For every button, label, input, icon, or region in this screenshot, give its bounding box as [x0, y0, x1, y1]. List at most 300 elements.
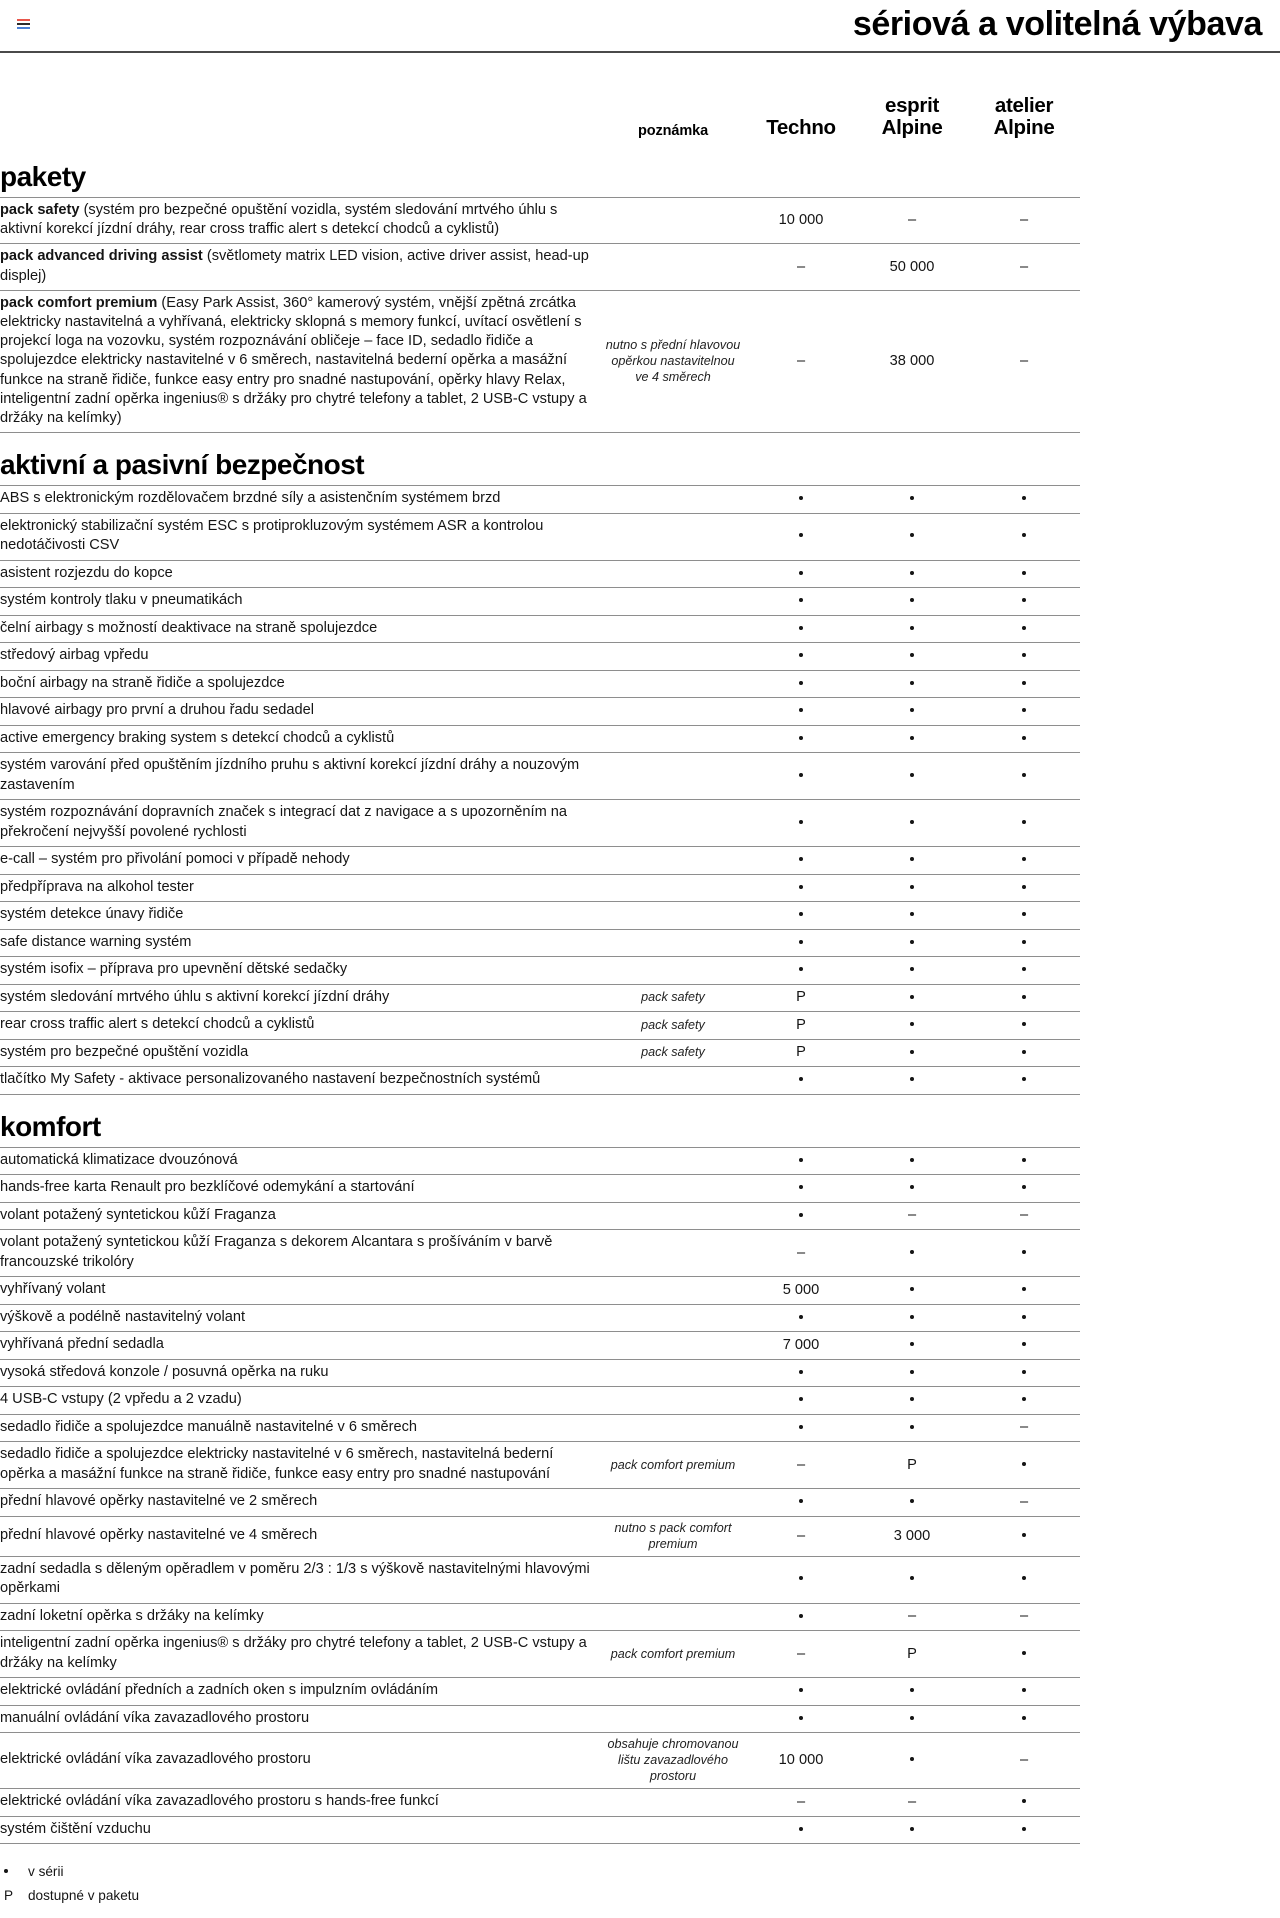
value-esprit-alpine: [856, 847, 968, 875]
section-heading-row: [0, 1094, 1080, 1147]
value-techno: [746, 1705, 856, 1733]
standard-dot-icon: [910, 1022, 914, 1026]
feature-note: nutno s přední hlavovou opěrkou nastavitelnou ve 4 směrech: [600, 290, 746, 432]
feature-note: [600, 753, 746, 800]
standard-dot-icon: [1022, 1050, 1026, 1054]
value-atelier-alpine: [968, 1277, 1080, 1305]
table-row: [0, 244, 1080, 290]
standard-dot-icon: [799, 496, 803, 500]
value-esprit-alpine: [856, 1304, 968, 1332]
value-esprit-alpine: [856, 615, 968, 643]
value-techno: [746, 1147, 856, 1175]
standard-dot-icon: [910, 1716, 914, 1720]
table-row: [0, 1816, 1080, 1844]
standard-dot-icon: [910, 1827, 914, 1831]
standard-dot-icon: [799, 967, 803, 971]
value-esprit-alpine: 38 000: [856, 290, 968, 432]
standard-dot-icon: [910, 1250, 914, 1254]
value-atelier-alpine: [968, 1387, 1080, 1415]
standard-dot-icon: [910, 708, 914, 712]
standard-dot-icon: [799, 820, 803, 824]
value-techno: –: [746, 1516, 856, 1556]
standard-dot-icon: [910, 1499, 914, 1503]
standard-dot-icon: [799, 1185, 803, 1189]
feature-description: systém pro bezpečné opuštění vozidla: [0, 1039, 600, 1067]
table-row: [0, 984, 1080, 1012]
table-row: [0, 753, 1080, 800]
table-row: [0, 643, 1080, 671]
standard-dot-icon: [910, 1185, 914, 1189]
feature-description: e-call – systém pro přivolání pomoci v případě nehody: [0, 847, 600, 875]
standard-dot-icon: [910, 1757, 914, 1761]
value-atelier-alpine: [968, 1789, 1080, 1817]
value-esprit-alpine: [856, 1175, 968, 1203]
standard-dot-icon: [799, 1688, 803, 1692]
feature-note: [600, 198, 746, 244]
table-row: [0, 615, 1080, 643]
value-atelier-alpine: [968, 1705, 1080, 1733]
feature-note: [600, 929, 746, 957]
section-title: pakety: [0, 161, 86, 192]
value-esprit-alpine: [856, 1733, 968, 1789]
value-techno: [746, 1067, 856, 1095]
feature-description: asistent rozjezdu do kopce: [0, 560, 600, 588]
feature-description: pack comfort premium (Easy Park Assist, 360° kamerový systém, vnější zpětná zrcátka elektricky nastavitelná a vyhřívaná, elektricky sklopná s memory funkcí, uvítací osvětlení s projekcí loga na vozovku, systém rozpoznávání obličeje – face ID, sedadlo řidiče a spolujezdce elektricky nastavitelné v 6 směrech, nastavitelná bederní opěrka a masážní funkce na straně řidiče, funkce easy entry pro snadné nastupování, opěrky hlavy Relax, inteligentní zadní opěrka ingenius® s držáky pro chytré telefony a tablet, 2 USB-C vstupy a držáky na kelímky): [0, 290, 600, 432]
value-esprit-alpine: [856, 1705, 968, 1733]
feature-note: pack comfort premium: [600, 1442, 746, 1489]
standard-dot-icon: [799, 1614, 803, 1618]
feature-description: vysoká středová konzole / posuvná opěrka na ruku: [0, 1359, 600, 1387]
value-esprit-alpine: [856, 874, 968, 902]
feature-description: active emergency braking system s detekcí chodců a cyklistů: [0, 725, 600, 753]
esprit-line-2: Alpine: [881, 116, 943, 139]
value-esprit-alpine: 50 000: [856, 244, 968, 290]
feature-note: [600, 244, 746, 290]
value-techno: [746, 1202, 856, 1230]
value-techno: –: [746, 1230, 856, 1277]
feature-description: 4 USB-C vstupy (2 vpředu a 2 vzadu): [0, 1387, 600, 1415]
standard-dot-icon: [799, 773, 803, 777]
standard-dot-icon: [910, 912, 914, 916]
value-esprit-alpine: [856, 1678, 968, 1706]
standard-dot-icon: [1022, 626, 1026, 630]
feature-description: pack advanced driving assist (světlomety matrix LED vision, active driver assist, head-up displej): [0, 244, 600, 290]
value-esprit-alpine: [856, 1387, 968, 1415]
value-atelier-alpine: [968, 643, 1080, 671]
table-row: [0, 800, 1080, 847]
value-techno: [746, 874, 856, 902]
table-row: [0, 1414, 1080, 1442]
value-atelier-alpine: [968, 1332, 1080, 1360]
standard-dot-icon: [799, 1397, 803, 1401]
standard-dot-icon: [1022, 1827, 1026, 1831]
value-techno: [746, 698, 856, 726]
column-header-note: poznámka: [637, 123, 709, 139]
value-techno: –: [746, 290, 856, 432]
value-techno: [746, 670, 856, 698]
value-techno: [746, 957, 856, 985]
value-esprit-alpine: –: [856, 198, 968, 244]
value-esprit-alpine: [856, 1414, 968, 1442]
value-techno: [746, 1175, 856, 1203]
legend-key: [0, 1860, 28, 1884]
feature-description: zadní sedadla s děleným opěradlem v poměru 2/3 : 1/3 s výškově nastavitelnými hlavovými opěrkami: [0, 1556, 600, 1603]
page-title: sériová a volitelná výbava: [852, 5, 1262, 43]
value-techno: [746, 643, 856, 671]
feature-note: [600, 698, 746, 726]
table-row: [0, 198, 1080, 244]
value-esprit-alpine: [856, 670, 968, 698]
table-row: [0, 1230, 1080, 1277]
standard-dot-icon: [799, 1425, 803, 1429]
legend: [0, 1860, 1080, 1908]
feature-description: výškově a podélně nastavitelný volant: [0, 1304, 600, 1332]
value-atelier-alpine: –: [968, 1414, 1080, 1442]
value-techno: [746, 847, 856, 875]
value-techno: [746, 1816, 856, 1844]
standard-dot-icon: [1022, 1185, 1026, 1189]
standard-dot-icon: [910, 967, 914, 971]
legend-label: v sérii: [28, 1864, 64, 1880]
standard-dot-icon: [799, 681, 803, 685]
value-atelier-alpine: [968, 800, 1080, 847]
standard-dot-icon: [1022, 736, 1026, 740]
standard-dot-icon: [799, 653, 803, 657]
standard-dot-icon: [910, 1287, 914, 1291]
standard-dot-icon: [910, 820, 914, 824]
standard-dot-icon: [799, 940, 803, 944]
standard-dot-icon: [799, 571, 803, 575]
standard-dot-icon: [910, 1342, 914, 1346]
standard-dot-icon: [799, 1827, 803, 1831]
feature-description: elektrické ovládání předních a zadních oken s impulzním ovládáním: [0, 1678, 600, 1706]
standard-dot-icon: [910, 857, 914, 861]
feature-note: pack comfort premium: [600, 1631, 746, 1678]
value-atelier-alpine: [968, 1678, 1080, 1706]
value-esprit-alpine: [856, 984, 968, 1012]
standard-dot-icon: [910, 736, 914, 740]
value-esprit-alpine: [856, 513, 968, 560]
value-techno: [746, 1603, 856, 1631]
value-techno: [746, 725, 856, 753]
standard-dot-icon: [1022, 1533, 1026, 1537]
legend-item: [0, 1860, 1080, 1884]
feature-note: [600, 1359, 746, 1387]
feature-description: inteligentní zadní opěrka ingenius® s držáky pro chytré telefony a tablet, 2 USB-C vstupy a držáky na kelímky: [0, 1631, 600, 1678]
value-esprit-alpine: [856, 1039, 968, 1067]
standard-dot-icon: [1022, 1342, 1026, 1346]
standard-dot-icon: [1022, 885, 1026, 889]
feature-note: [600, 1175, 746, 1203]
standard-dot-icon: [910, 1576, 914, 1580]
feature-description: zadní loketní opěrka s držáky na kelímky: [0, 1603, 600, 1631]
value-techno: P: [746, 1039, 856, 1067]
feature-note: [600, 874, 746, 902]
table-row: [0, 874, 1080, 902]
value-atelier-alpine: [968, 1359, 1080, 1387]
value-atelier-alpine: [968, 847, 1080, 875]
table-column-headers: [0, 53, 1080, 145]
value-atelier-alpine: [968, 560, 1080, 588]
value-esprit-alpine: [856, 1332, 968, 1360]
value-techno: [746, 800, 856, 847]
feature-note: [600, 1067, 746, 1095]
value-atelier-alpine: [968, 588, 1080, 616]
feature-description: systém čištění vzduchu: [0, 1816, 600, 1844]
standard-dot-icon: [1022, 1158, 1026, 1162]
value-atelier-alpine: [968, 698, 1080, 726]
standard-dot-icon: [910, 1397, 914, 1401]
feature-note: [600, 1705, 746, 1733]
standard-dot-icon: [799, 708, 803, 712]
value-esprit-alpine: –: [856, 1202, 968, 1230]
standard-dot-icon: [1022, 1370, 1026, 1374]
standard-dot-icon: [1022, 995, 1026, 999]
table-row: [0, 1387, 1080, 1415]
standard-dot-icon: [1022, 857, 1026, 861]
feature-description: elektronický stabilizační systém ESC s protiprokluzovým systémem ASR a kontrolou nedotáčivosti CSV: [0, 513, 600, 560]
value-atelier-alpine: [968, 1230, 1080, 1277]
value-techno: [746, 1414, 856, 1442]
feature-note: [600, 560, 746, 588]
value-atelier-alpine: [968, 1442, 1080, 1489]
equipment-table: [0, 53, 1080, 1844]
value-esprit-alpine: [856, 1556, 968, 1603]
value-techno: –: [746, 1631, 856, 1678]
value-esprit-alpine: [856, 1012, 968, 1040]
value-atelier-alpine: –: [968, 1733, 1080, 1789]
value-esprit-alpine: [856, 902, 968, 930]
table-row: [0, 1516, 1080, 1556]
feature-description: safe distance warning systém: [0, 929, 600, 957]
standard-dot-icon: [1022, 820, 1026, 824]
value-atelier-alpine: [968, 1516, 1080, 1556]
standard-dot-icon: [1022, 773, 1026, 777]
table-row: [0, 513, 1080, 560]
table-row: [0, 902, 1080, 930]
feature-description: rear cross traffic alert s detekcí chodců a cyklistů: [0, 1012, 600, 1040]
standard-dot-icon: [1022, 681, 1026, 685]
standard-dot-icon: [910, 1077, 914, 1081]
value-atelier-alpine: –: [968, 1489, 1080, 1517]
column-header-esprit-alpine: [856, 53, 968, 145]
feature-note: [600, 1556, 746, 1603]
table-row: [0, 1147, 1080, 1175]
value-atelier-alpine: [968, 902, 1080, 930]
standard-dot-icon: [1022, 940, 1026, 944]
standard-dot-icon: [910, 653, 914, 657]
value-atelier-alpine: –: [968, 290, 1080, 432]
standard-dot-icon: [799, 598, 803, 602]
legend-item: [0, 1884, 1080, 1908]
value-techno: [746, 753, 856, 800]
feature-note: [600, 1147, 746, 1175]
value-esprit-alpine: [856, 800, 968, 847]
standard-dot-icon: [1022, 967, 1026, 971]
standard-dot-icon: [910, 1315, 914, 1319]
table-row: [0, 588, 1080, 616]
value-techno: –: [746, 1789, 856, 1817]
standard-dot-icon: [1022, 1716, 1026, 1720]
table-row: [0, 929, 1080, 957]
feature-note: [600, 1678, 746, 1706]
value-atelier-alpine: –: [968, 1603, 1080, 1631]
feature-description: středový airbag vpředu: [0, 643, 600, 671]
feature-description: přední hlavové opěrky nastavitelné ve 2 směrech: [0, 1489, 600, 1517]
atelier-line-1: atelier: [994, 94, 1054, 117]
standard-dot-icon: [1022, 708, 1026, 712]
standard-dot-icon: [799, 736, 803, 740]
feature-description: elektrické ovládání víka zavazadlového prostoru s hands-free funkcí: [0, 1789, 600, 1817]
section-title: komfort: [0, 1110, 101, 1142]
feature-description: systém kontroly tlaku v pneumatikách: [0, 588, 600, 616]
value-atelier-alpine: [968, 984, 1080, 1012]
table-row: [0, 1039, 1080, 1067]
value-atelier-alpine: [968, 1631, 1080, 1678]
table-row: [0, 1603, 1080, 1631]
standard-dot-icon: [910, 940, 914, 944]
value-esprit-alpine: [856, 588, 968, 616]
value-atelier-alpine: –: [968, 244, 1080, 290]
table-row: [0, 1277, 1080, 1305]
standard-dot-icon: [910, 626, 914, 630]
feature-description: elektrické ovládání víka zavazadlového prostoru: [0, 1733, 600, 1789]
masthead: [0, 0, 1280, 53]
value-atelier-alpine: [968, 1039, 1080, 1067]
standard-dot-icon: [1022, 496, 1026, 500]
value-techno: [746, 588, 856, 616]
value-esprit-alpine: –: [856, 1603, 968, 1631]
standard-dot-icon: [799, 857, 803, 861]
value-techno: [746, 1489, 856, 1517]
table-row: [0, 1359, 1080, 1387]
feature-note: [600, 1277, 746, 1305]
value-esprit-alpine: [856, 725, 968, 753]
column-header-description: [0, 53, 600, 145]
value-atelier-alpine: –: [968, 1202, 1080, 1230]
value-techno: [746, 1304, 856, 1332]
table-row: [0, 290, 1080, 432]
value-atelier-alpine: [968, 874, 1080, 902]
value-atelier-alpine: [968, 1012, 1080, 1040]
value-techno: [746, 902, 856, 930]
table-row: [0, 670, 1080, 698]
standard-dot-icon: [910, 1050, 914, 1054]
standard-dot-icon: [1022, 1397, 1026, 1401]
standard-dot-icon: [1022, 1799, 1026, 1803]
feature-note: [600, 513, 746, 560]
table-row: [0, 486, 1080, 514]
value-esprit-alpine: [856, 1277, 968, 1305]
table-row: [0, 1789, 1080, 1817]
value-techno: [746, 1359, 856, 1387]
feature-description: hands-free karta Renault pro bezklíčové odemykání a startování: [0, 1175, 600, 1203]
table-row: [0, 1067, 1080, 1095]
feature-note: pack safety: [600, 984, 746, 1012]
value-techno: [746, 929, 856, 957]
feature-note: pack safety: [600, 1012, 746, 1040]
standard-dot-icon: [910, 1370, 914, 1374]
standard-dot-icon: [1022, 1022, 1026, 1026]
standard-dot-icon: [799, 1499, 803, 1503]
feature-note: [600, 1789, 746, 1817]
value-esprit-alpine: [856, 1816, 968, 1844]
value-techno: [746, 1678, 856, 1706]
feature-note: [600, 615, 746, 643]
value-atelier-alpine: [968, 725, 1080, 753]
section-title: aktivní a pasivní bezpečnost: [0, 449, 365, 481]
value-techno: [746, 615, 856, 643]
table-row: [0, 1442, 1080, 1489]
standard-dot-icon: [799, 1077, 803, 1081]
value-atelier-alpine: –: [968, 198, 1080, 244]
standard-dot-icon: [1022, 912, 1026, 916]
value-techno: –: [746, 244, 856, 290]
table-row: [0, 1332, 1080, 1360]
value-esprit-alpine: [856, 1147, 968, 1175]
feature-description: volant potažený syntetickou kůží Fraganza s dekorem Alcantara s prošíváním v barvě francouzské trikolóry: [0, 1230, 600, 1277]
standard-dot-icon: [1022, 1315, 1026, 1319]
standard-dot-icon: [1022, 1077, 1026, 1081]
feature-description: přední hlavové opěrky nastavitelné ve 4 směrech: [0, 1516, 600, 1556]
feature-note: [600, 725, 746, 753]
standard-dot-icon: [910, 1425, 914, 1429]
column-header-atelier-alpine: [968, 53, 1080, 145]
value-atelier-alpine: [968, 1067, 1080, 1095]
feature-note: [600, 847, 746, 875]
standard-dot-icon: [910, 598, 914, 602]
feature-note: [600, 1202, 746, 1230]
standard-dot-icon: [910, 885, 914, 889]
table-row: [0, 1556, 1080, 1603]
value-esprit-alpine: P: [856, 1442, 968, 1489]
value-atelier-alpine: [968, 1147, 1080, 1175]
table-row: [0, 698, 1080, 726]
standard-dot-icon: [799, 1716, 803, 1720]
standard-dot-icon: [1022, 1462, 1026, 1466]
feature-description: systém rozpoznávání dopravních značek s integrací dat z navigace a s upozorněním na překročení nejvyšší povolené rychlosti: [0, 800, 600, 847]
table-row: [0, 1175, 1080, 1203]
feature-note: [600, 800, 746, 847]
legend-label: dostupné v paketu: [28, 1888, 140, 1904]
feature-description: systém sledování mrtvého úhlu s aktivní korekcí jízdní dráhy: [0, 984, 600, 1012]
value-esprit-alpine: [856, 1359, 968, 1387]
table-row: [0, 1304, 1080, 1332]
standard-dot-icon: [1022, 598, 1026, 602]
table-row: [0, 957, 1080, 985]
feature-description: sedadlo řidiče a spolujezdce elektricky nastavitelné v 6 směrech, nastavitelná bederní opěrka a masážní funkce na straně řidiče, funkce easy entry pro snadné nastupování: [0, 1442, 600, 1489]
standard-dot-icon: [799, 533, 803, 537]
standard-dot-icon: [799, 912, 803, 916]
value-esprit-alpine: [856, 753, 968, 800]
feature-note: [600, 1414, 746, 1442]
value-techno: [746, 1387, 856, 1415]
table-row: [0, 1733, 1080, 1789]
feature-note: [600, 1387, 746, 1415]
value-esprit-alpine: [856, 698, 968, 726]
table-row: [0, 725, 1080, 753]
feature-note: pack safety: [600, 1039, 746, 1067]
value-esprit-alpine: [856, 929, 968, 957]
feature-description: boční airbagy na straně řidiče a spolujezdce: [0, 670, 600, 698]
feature-description: systém detekce únavy řidiče: [0, 902, 600, 930]
feature-note: [600, 1304, 746, 1332]
value-esprit-alpine: [856, 1489, 968, 1517]
feature-note: obsahuje chromovanou lištu zavazadlového prostoru: [600, 1733, 746, 1789]
feature-description: vyhřívaný volant: [0, 1277, 600, 1305]
feature-note: [600, 1489, 746, 1517]
value-techno: 10 000: [746, 1733, 856, 1789]
